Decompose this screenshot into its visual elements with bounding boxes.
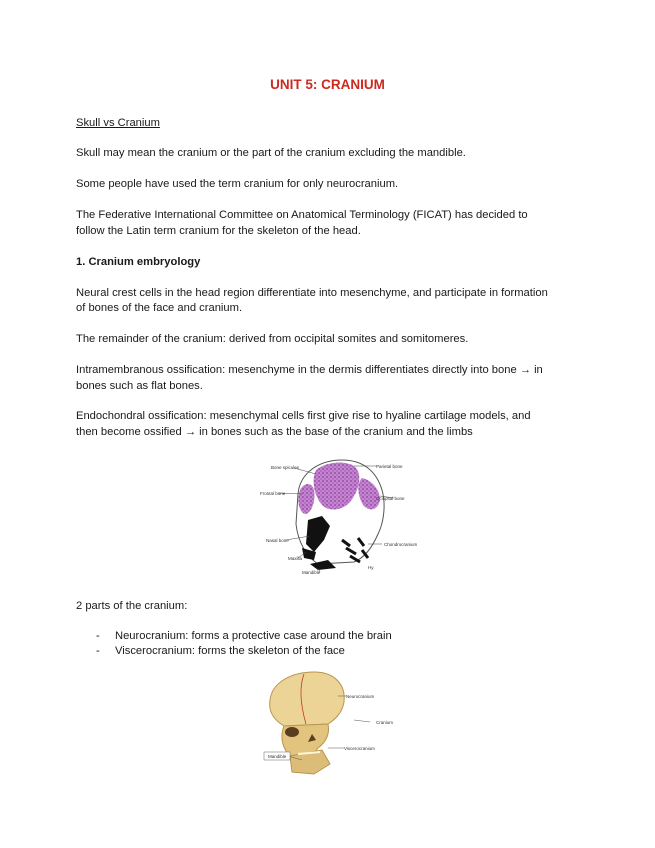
label-maxilla: Maxilla xyxy=(288,556,303,561)
paragraph-remainder: The remainder of the cranium: derived from occipital somites and somitomeres. xyxy=(76,333,469,345)
heading-cranium-embryology: 1. Cranium embryology xyxy=(76,256,201,268)
paragraph-neural-crest-line2: of bones of the face and cranium. xyxy=(76,302,243,314)
parts-intro: 2 parts of the cranium: xyxy=(76,600,188,612)
paragraph-intramembranous-line1: Intramembranous ossification: mesenchyme in the dermis differentiates directly into bone → in xyxy=(76,364,543,376)
label-viscerocranium: Viscerocranium xyxy=(344,746,375,751)
bullet-viscerocranium: Viscerocranium: forms the skeleton of the face xyxy=(115,645,345,657)
page-title: UNIT 5: CRANIUM xyxy=(270,77,385,92)
paragraph-ficat-line2: follow the Latin term cranium for the skeleton of the head. xyxy=(76,225,361,237)
document-page: UNIT 5: CRANIUM Skull vs Cranium Skull may mean the cranium or the part of the cranium excluding the mandible. Some people have used the term cranium for only neurocranium. The Federative International Committee on Anatomical Terminology (FICAT) has decided to follow the Latin term cranium for the skeleton of the head. 1. Cranium embryology Neural crest cells in the head region differentiate into mesenchyme, and participate in formation of bones of the face and cranium. The remainder of the cranium: derived from occipital somites and somitomeres. Intramembranous ossification: mesenchyme in the dermis differentiates directly into bone → in bones such as flat bones. Endochondral ossification: mesenchymal cells first give rise to hyaline cartilage models, and then become ossified → in bones such as the base of the cranium and the limbs Bone spicules Parietal bone Frontal bone Occipital bone Nasal bone Maxilla Mandible Chondrocranium Hy 2 parts of the cranium: - Neurocranium: forms a protective case around the brain - Viscerocranium: forms the skeleton of the face Neurocranium Cranium Viscerocranium Mandible xyxy=(0,0,655,848)
label-bone-spicules: Bone spicules xyxy=(271,465,300,470)
paragraph-endochondral-line2: then become ossified → in bones such as the base of the cranium and the limbs xyxy=(76,426,473,438)
orbit xyxy=(285,727,299,737)
paragraph-neurocranium-term: Some people have used the term cranium for only neurocranium. xyxy=(76,178,399,190)
paragraph-neural-crest-line1: Neural crest cells in the head region differentiate into mesenchyme, and participate in formation xyxy=(76,287,548,299)
label-neurocranium: Neurocranium xyxy=(346,694,375,699)
label-nasal-bone: Nasal bone xyxy=(266,538,289,543)
figure-adult-skull xyxy=(258,670,406,780)
paragraph-intramembranous-line2: bones such as flat bones. xyxy=(76,380,203,392)
label-frontal-bone: Frontal bone xyxy=(260,491,286,496)
paragraph-endochondral-line1: Endochondral ossification: mesenchymal cells first give rise to hyaline cartilage models, and xyxy=(76,410,531,422)
label-occipital-bone: Occipital bone xyxy=(376,496,405,501)
label-mandible-box: Mandible xyxy=(268,754,287,759)
bullet-neurocranium: Neurocranium: forms a protective case around the brain xyxy=(115,630,392,642)
label-cranium: Cranium xyxy=(376,720,394,725)
neurocranium-shape xyxy=(270,672,345,726)
paragraph-skull: Skull may mean the cranium or the part of the cranium excluding the mandible. xyxy=(76,147,466,159)
figure-fetal-skull xyxy=(258,456,426,578)
label-hyoid: Hy xyxy=(368,565,374,570)
label-parietal-bone: Parietal bone xyxy=(376,464,403,469)
label-chondrocranium: Chondrocranium xyxy=(384,542,418,547)
section-heading: Skull vs Cranium xyxy=(76,117,160,129)
label-mandible: Mandible xyxy=(302,570,321,575)
paragraph-ficat-line1: The Federative International Committee on Anatomical Terminology (FICAT) has decided to xyxy=(76,209,528,221)
